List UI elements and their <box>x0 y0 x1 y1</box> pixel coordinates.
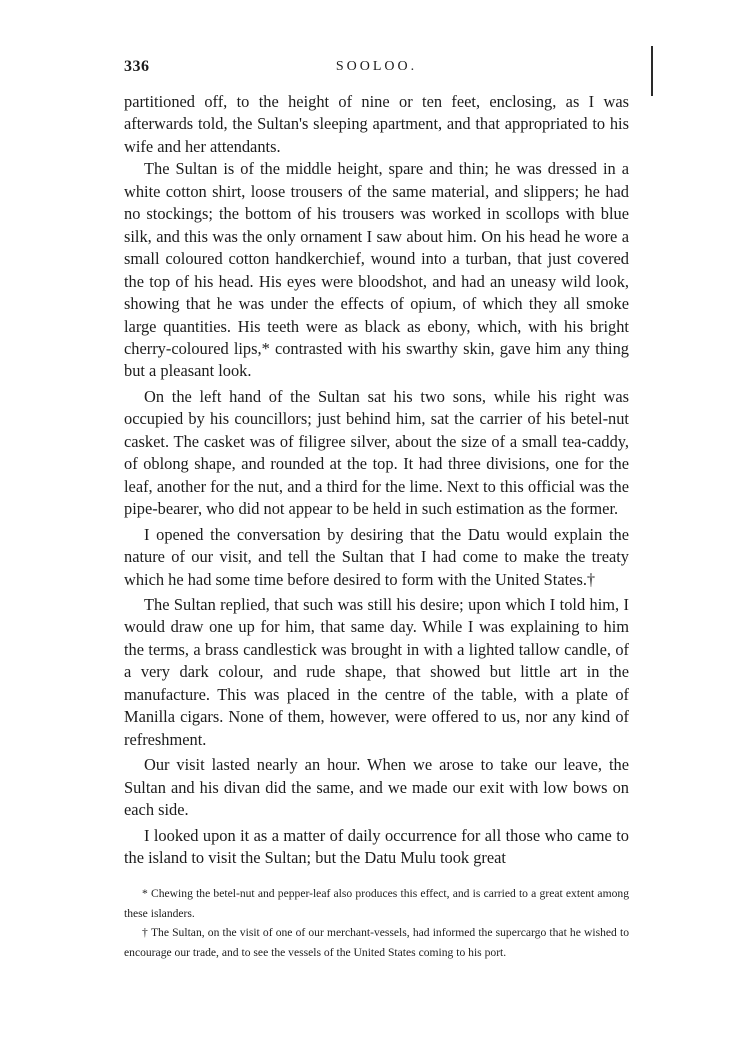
page-number: 336 <box>124 58 150 75</box>
paragraph-continued: partitioned off, to the height of nine or ten feet, enclosing, as I was afterwards told, the Sultan's sleeping apartment, and that appropriated to his wife and her attendants. <box>124 92 629 156</box>
footnote: † The Sultan, on the visit of one of our merchant-vessels, had informed the supercargo that he wished to encourage our trade, and to see the vessels of the United States coming to his port. <box>124 926 629 959</box>
running-head: SOOLOO. <box>335 59 418 74</box>
paragraph: On the left hand of the Sultan sat his two sons, while his right was occupied by his councillors; just behind him, sat the carrier of his betel-nut casket. The casket was of filigree silver, about the size of a small tea-caddy, of oblong shape, and rounded at the top. It had three divisions, one for the leaf, another for the nut, and a third for the lime. Next to this official was the pipe-bearer, who did not appear to be held in such estimation as the former. <box>124 386 629 519</box>
paragraph: Our visit lasted nearly an hour. When we arose to take our leave, the Sultan and his divan did the same, and we made our exit with low bows on each side. <box>124 755 629 820</box>
footnotes <box>124 884 629 962</box>
page-edge-line <box>651 46 653 96</box>
footnote: * Chewing the betel-nut and pepper-leaf also produces this effect, and is carried to a great extent among these islanders. <box>124 887 629 920</box>
body-text <box>124 91 629 869</box>
paragraph: The Sultan replied, that such was still his desire; upon which I told him, I would draw one up for him, that same day. While I was explaining to him the terms, a brass candlestick was brought in with a lighted tallow candle, of a very dark colour, and rude shape, that showed but little art in the manufacture. This was placed in the centre of the table, with a plate of Manilla cigars. None of them, however, were offered to us, nor any kind of refreshment. <box>124 594 629 749</box>
paragraph: The Sultan is of the middle height, spare and thin; he was dressed in a white cotton shirt, loose trousers of the same material, and slippers; he had no stockings; the bottom of his trousers was worked in scollops with blue silk, and this was the only ornament I saw about him. On his head he wore a small coloured cotton handkerchief, wound into a turban, that just covered the top of his head. His eyes were bloodshot, and had an uneasy wild look, showing that he was under the effects of opium, of which they all smoke large quantities. His teeth were as black as ebony, which, with his bright cherry-coloured lips,* contrasted with his swarthy skin, gave him any thing but a pleasant look. <box>124 159 629 381</box>
page-header <box>124 58 629 82</box>
paragraph: I looked upon it as a matter of daily occurrence for all those who came to the island to visit the Sultan; but the Datu Mulu took great <box>124 825 629 867</box>
paragraph: I opened the conversation by desiring that the Datu would explain the nature of our visit, and tell the Sultan that I had come to make the treaty which he had some time before desired to form with the United States.† <box>124 524 629 589</box>
